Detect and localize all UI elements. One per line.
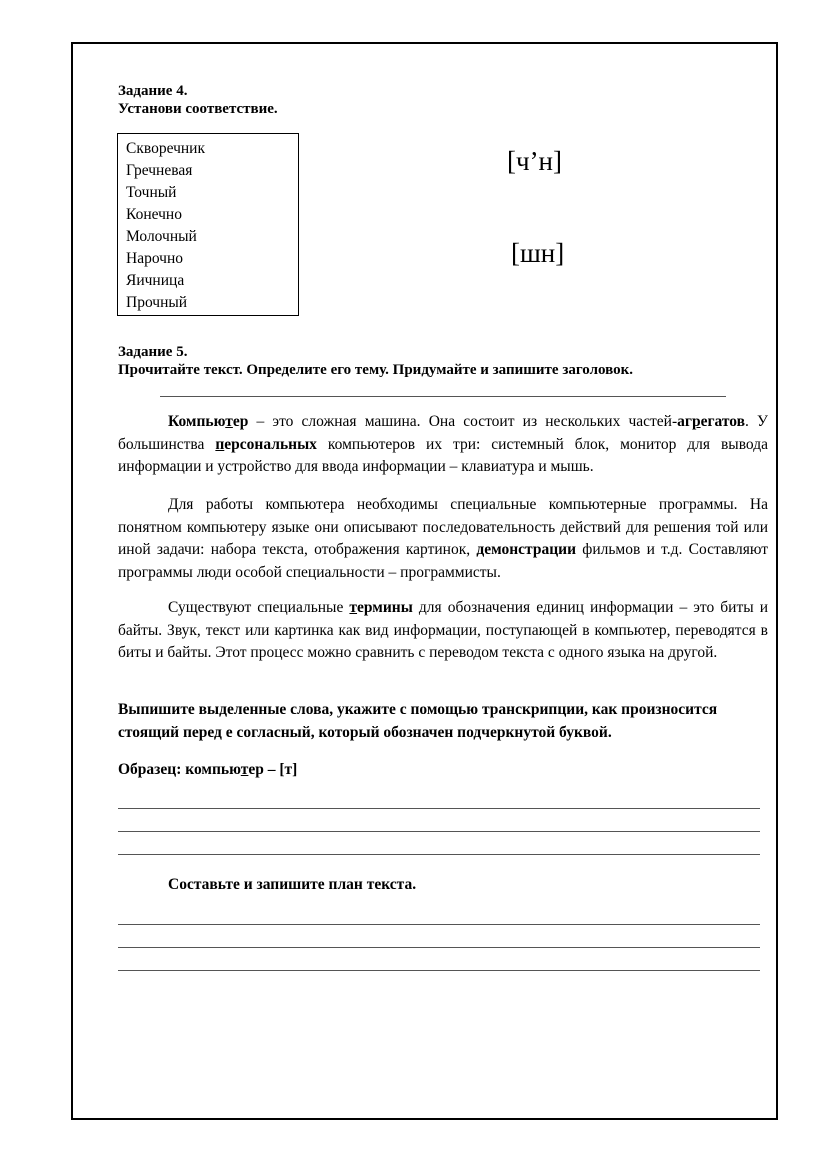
word-item: Точный	[126, 184, 177, 201]
answer-line[interactable]	[118, 854, 760, 855]
plan-line[interactable]	[118, 970, 760, 971]
highlighted-word-personal: персональных	[215, 435, 317, 453]
word-item: Скворечник	[126, 140, 205, 157]
highlighted-word-terms: термины	[349, 599, 413, 616]
plan-line[interactable]	[118, 947, 760, 948]
answer-line[interactable]	[118, 831, 760, 832]
text-paragraph-1: Компьютер – это сложная машина. Она состоит из нескольких частей-агрегатов. У большинства персональных компьютеров их три: системный блок, монитор для вывода информации и устройство для ввода информации – клавиатура и мышь.	[118, 413, 768, 475]
title-answer-line[interactable]	[160, 396, 726, 397]
plan-line[interactable]	[118, 924, 760, 925]
word-list-box	[117, 133, 299, 316]
task4-instruction: Установи соответствие.	[118, 101, 278, 117]
sample-answer: Образец: компьютер – [т]	[118, 761, 298, 778]
task4-title: Задание 4.	[118, 83, 188, 99]
highlighted-word-aggregates: агрегатов	[677, 413, 745, 430]
transcription-shn: [шн]	[511, 238, 565, 268]
word-item: Гречневая	[126, 162, 193, 179]
plan-prompt: Составьте и запишите план текста.	[168, 876, 417, 893]
word-item: Нарочно	[126, 250, 184, 267]
transcription-chn: [ч’н]	[507, 146, 563, 176]
word-item: Конечно	[126, 206, 182, 223]
text-paragraph-2: Для работы компьютера необходимы специальные компьютерные программы. На понятном компьютеру языке они описывают последовательность действий для решения той или иной задачи: набора текста, отображения картинок, демонстрации фильмов и т.д. Составляют программы люди особой специальности – программисты.	[118, 496, 768, 581]
task5-instruction: Прочитайте текст. Определите его тему. Придумайте и запишите заголовок.	[118, 362, 634, 378]
word-item: Яичница	[126, 272, 185, 289]
highlighted-word-computer: Компьютер	[168, 413, 249, 430]
word-item: Прочный	[126, 294, 188, 311]
word-item: Молочный	[126, 228, 197, 245]
text-paragraph-3: Существуют специальные термины для обозначения единиц информации – это биты и байты. Звук, текст или картинка как вид информации, поступающей в компьютер, переводятся в биты и байты. Этот процесс можно сравнить с переводом текста с одного языка на другой.	[118, 599, 769, 661]
exercise-question: Выпишите выделенные слова, укажите с помощью транскрипции, как произносится стоящий перед е согласный, который обозначен подчеркнутой буквой.	[118, 701, 718, 741]
highlighted-word-demonstration: демонстрации	[476, 541, 576, 558]
task5-title: Задание 5.	[118, 344, 188, 360]
answer-line[interactable]	[118, 808, 760, 809]
